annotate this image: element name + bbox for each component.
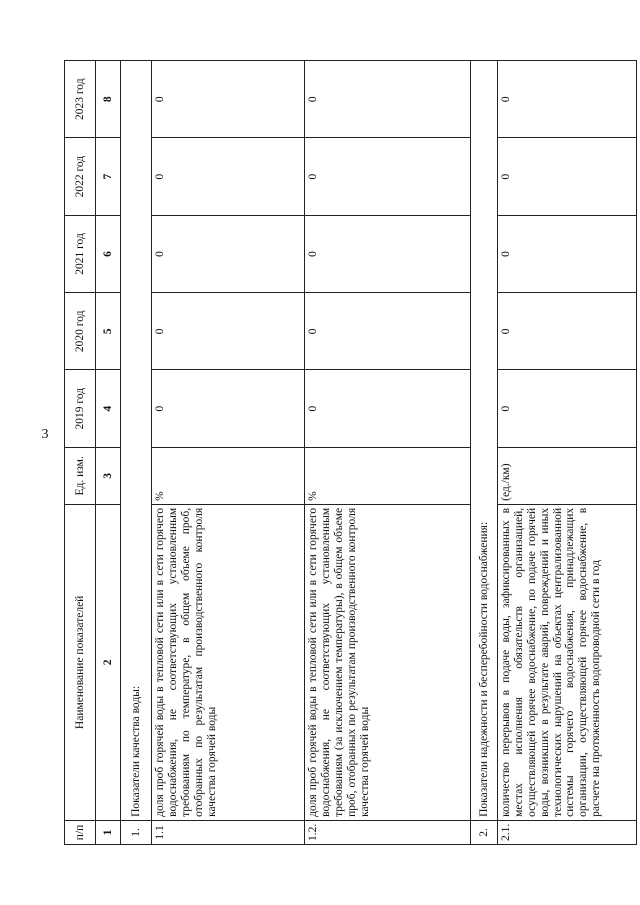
table-row bbox=[152, 61, 305, 845]
row-value: 0 bbox=[498, 138, 637, 215]
header-year-2020: 2020 год bbox=[65, 293, 96, 370]
header-row bbox=[65, 61, 96, 845]
row-name: доля проб горячей воды в тепловой сети или в сети горячего водоснабжения, не соответствующих установленным требованиям (за исключением температуры), в общем объеме проб, отобранных по результатам производственного контроля качества горячей воды bbox=[305, 504, 471, 820]
row-name: доля проб горячей воды в тепловой сети или в сети горячего водоснабжения, не соответствующих установленным требованиям по температуре, в общем объеме проб, отобранных по результатам производственного контроля качества горячей воды bbox=[152, 504, 305, 820]
column-index: 1 bbox=[96, 820, 121, 844]
header-year-2019: 2019 год bbox=[65, 370, 96, 447]
header-year-2022: 2022 год bbox=[65, 138, 96, 215]
row-unit: % bbox=[305, 447, 471, 504]
row-name: количество перерывов в подаче воды, зафиксированных в местах исполнения обязательств организацией, осуществляющей горячее водоснабжение, по подаче горячей воды, возникших в результате аварий, повреждений и иных технологических нарушений на объектах централизованной системы горячего водоснабжения, принадлежащих организации, осуществляющей горячее водоснабжение, в расчете на протяженность водопроводной сети в год bbox=[498, 504, 637, 820]
row-value: 0 bbox=[152, 138, 305, 215]
section-row bbox=[471, 61, 498, 845]
header-num: п/п bbox=[65, 820, 96, 844]
row-value: 0 bbox=[152, 370, 305, 447]
row-value: 0 bbox=[498, 293, 637, 370]
column-index: 6 bbox=[96, 215, 121, 292]
row-value: 0 bbox=[152, 61, 305, 138]
indicators-table bbox=[64, 60, 637, 845]
column-index: 5 bbox=[96, 293, 121, 370]
row-num: 2.1. bbox=[498, 820, 637, 844]
row-unit: % bbox=[152, 447, 305, 504]
row-num: 1.2. bbox=[305, 820, 471, 844]
section-num: 1. bbox=[121, 820, 152, 844]
column-index: 3 bbox=[96, 447, 121, 504]
row-value: 0 bbox=[305, 370, 471, 447]
row-value: 0 bbox=[152, 215, 305, 292]
section-row bbox=[121, 61, 152, 845]
page-number: 3 bbox=[41, 427, 49, 442]
row-value: 0 bbox=[498, 215, 637, 292]
row-unit: (ед./км) bbox=[498, 447, 637, 504]
section-num: 2. bbox=[471, 820, 498, 844]
column-index: 8 bbox=[96, 61, 121, 138]
row-num: 1.1 bbox=[152, 820, 305, 844]
section-title: Показатели качества воды: bbox=[121, 61, 152, 821]
row-value: 0 bbox=[152, 293, 305, 370]
rotated-sheet bbox=[64, 60, 603, 845]
row-value: 0 bbox=[498, 61, 637, 138]
header-year-2021: 2021 год bbox=[65, 215, 96, 292]
column-index-row bbox=[96, 61, 121, 845]
section-title: Показатели надежности и бесперебойности водоснабжения: bbox=[471, 61, 498, 821]
column-index: 2 bbox=[96, 504, 121, 820]
row-value: 0 bbox=[305, 138, 471, 215]
column-index: 4 bbox=[96, 370, 121, 447]
header-name: Наименование показателей bbox=[65, 504, 96, 820]
header-year-2023: 2023 год bbox=[65, 61, 96, 138]
row-value: 0 bbox=[305, 293, 471, 370]
column-index: 7 bbox=[96, 138, 121, 215]
row-value: 0 bbox=[305, 61, 471, 138]
header-unit: Ед. изм. bbox=[65, 447, 96, 504]
table-row bbox=[498, 61, 637, 845]
row-value: 0 bbox=[305, 215, 471, 292]
row-value: 0 bbox=[498, 370, 637, 447]
table-row bbox=[305, 61, 471, 845]
